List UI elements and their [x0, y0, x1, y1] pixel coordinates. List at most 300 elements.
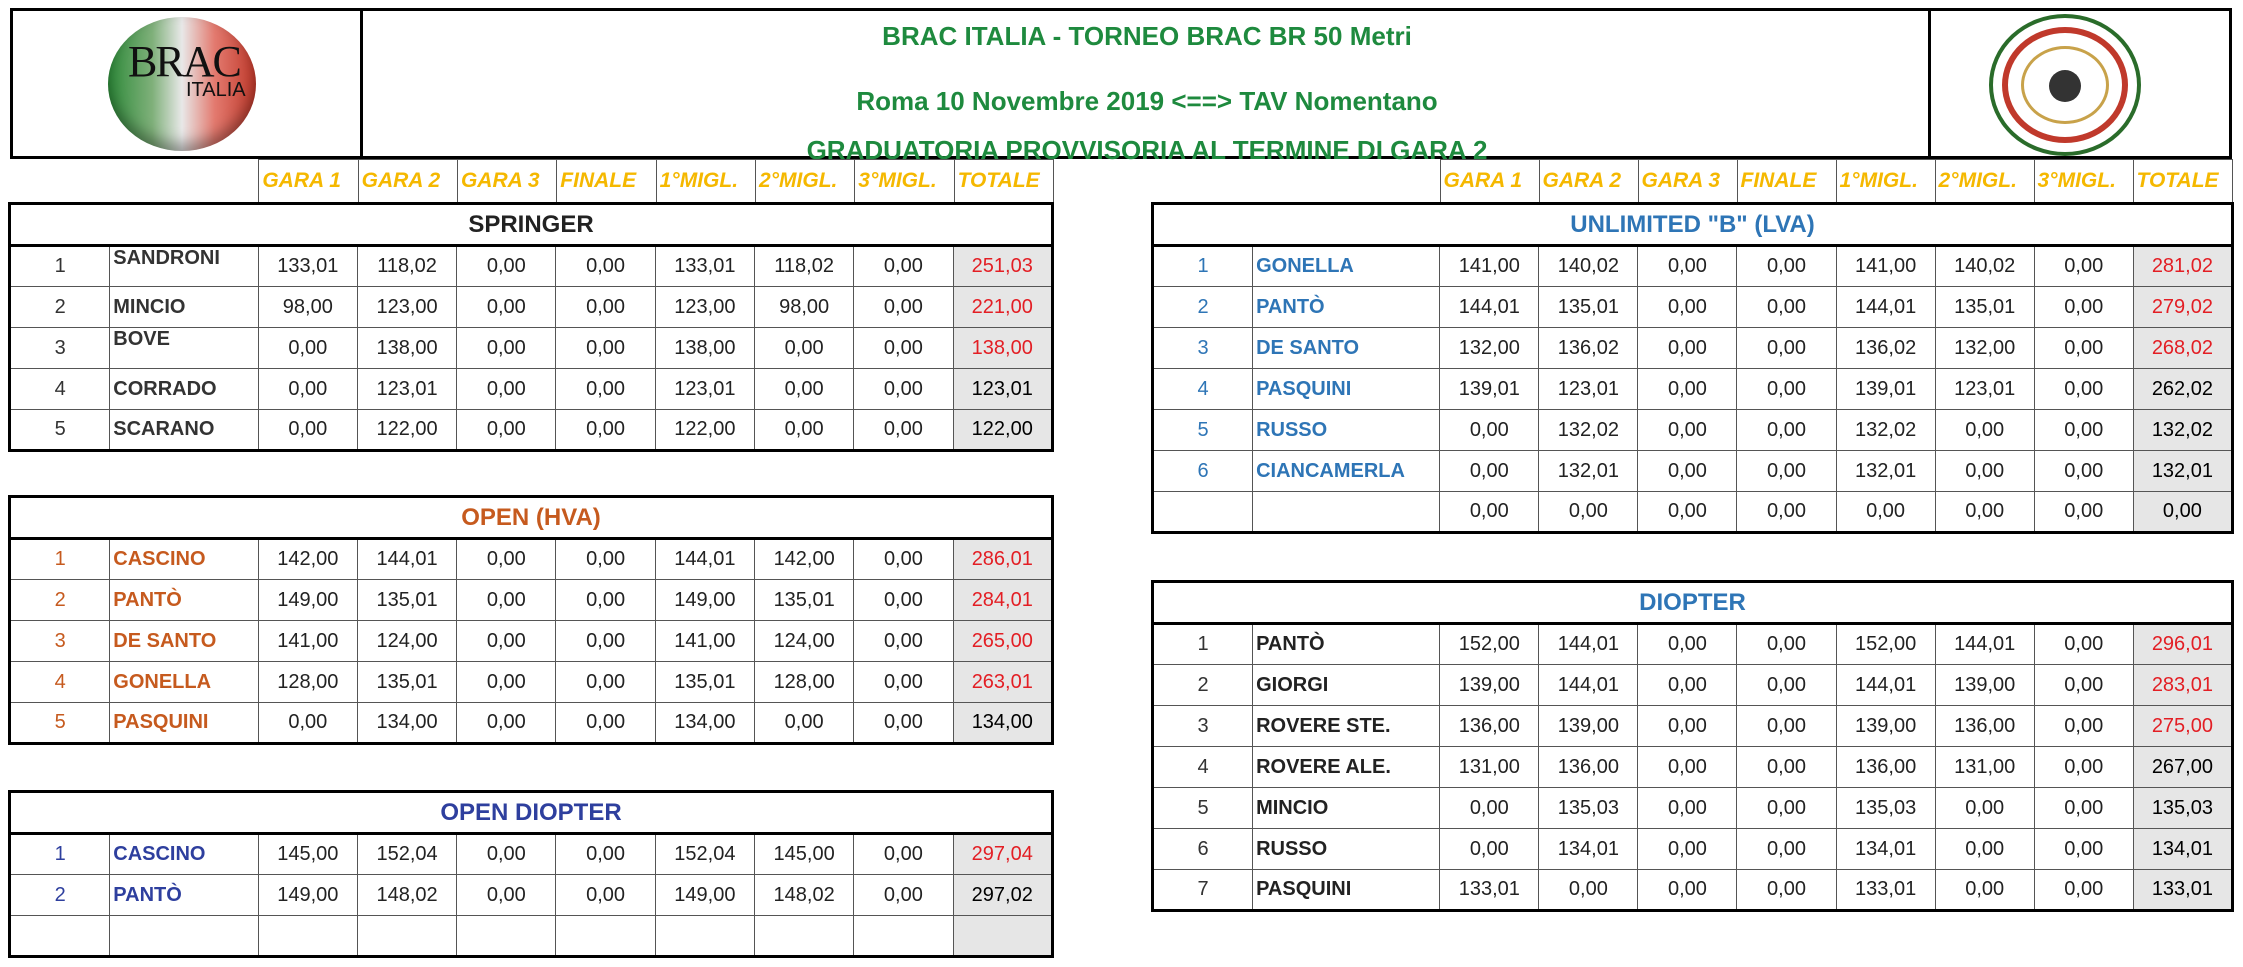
score-cell: 141,00: [655, 621, 754, 662]
total-cell: 284,01: [953, 580, 1052, 621]
rank-cell: 3: [10, 621, 110, 662]
score-cell: 0,00: [457, 580, 556, 621]
shooter-name-cell: ROVERE ALE.: [1253, 747, 1440, 788]
table-row: [10, 703, 1053, 744]
section-title: OPEN (HVA): [10, 497, 1053, 539]
total-cell: 132,02: [2133, 410, 2232, 451]
shooter-name-cell: DE SANTO: [1253, 328, 1440, 369]
score-cell: 123,01: [655, 369, 754, 410]
total-cell: 275,00: [2133, 706, 2232, 747]
score-cell: 144,01: [1836, 665, 1935, 706]
score-cell: 0,00: [1638, 369, 1737, 410]
score-cell: 122,00: [655, 410, 754, 451]
score-cell: 136,02: [1836, 328, 1935, 369]
score-cell: 118,02: [755, 246, 854, 287]
table-row: [1153, 328, 2233, 369]
rank-cell: 5: [10, 410, 110, 451]
score-cell: 132,02: [1539, 410, 1638, 451]
table-row: [1153, 706, 2233, 747]
table-row: [1153, 747, 2233, 788]
score-cell: 136,02: [1539, 328, 1638, 369]
score-cell: 142,00: [258, 539, 357, 580]
score-cell: 144,01: [1539, 665, 1638, 706]
shooter-name-cell: PANTÒ: [1253, 287, 1440, 328]
total-cell: 286,01: [953, 539, 1052, 580]
score-cell: 144,01: [655, 539, 754, 580]
score-cell: 0,00: [854, 703, 953, 744]
score-cell: 0,00: [1836, 492, 1935, 533]
score-cell: 124,00: [755, 621, 854, 662]
score-cell: 152,00: [1440, 624, 1539, 665]
shooter-name-cell: PANTÒ: [110, 580, 258, 621]
score-cell: 0,00: [854, 328, 953, 369]
score-cell: 0,00: [556, 580, 655, 621]
section-title: DIOPTER: [1153, 582, 2233, 624]
score-cell: 0,00: [2034, 788, 2133, 829]
score-cell: 134,01: [1539, 829, 1638, 870]
rank-cell: 3: [1153, 706, 1253, 747]
score-cell: 0,00: [1638, 706, 1737, 747]
rank-cell: [1153, 492, 1253, 533]
table-row: [10, 410, 1053, 451]
rank-cell: 1: [1153, 246, 1253, 287]
left-logo-box: [13, 11, 363, 156]
score-cell: 136,00: [1539, 747, 1638, 788]
score-cell: 0,00: [1638, 328, 1737, 369]
score-cell: 0,00: [854, 287, 953, 328]
score-cell: 0,00: [1737, 287, 1836, 328]
score-cell: 149,00: [655, 580, 754, 621]
score-cell: 122,00: [357, 410, 456, 451]
score-cell: 134,00: [655, 703, 754, 744]
column-header: FINALE: [1737, 160, 1836, 203]
table-row: [10, 662, 1053, 703]
rank-cell: 4: [1153, 747, 1253, 788]
score-cell: 0,00: [556, 834, 655, 875]
score-cell: 0,00: [1638, 870, 1737, 911]
column-header: TOTALE: [2133, 160, 2232, 203]
rank-cell: 5: [1153, 410, 1253, 451]
brac-italia-logo: [108, 17, 256, 151]
score-cell: 0,00: [1935, 492, 2034, 533]
shooter-name-cell: CASCINO: [110, 539, 258, 580]
score-cell: 135,01: [755, 580, 854, 621]
score-cell: 0,00: [2034, 287, 2133, 328]
rank-cell: [10, 916, 110, 957]
score-cell: 139,01: [1440, 369, 1539, 410]
score-cell: 0,00: [1539, 492, 1638, 533]
tournament-title: BRAC ITALIA - TORNEO BRAC BR 50 Metri: [882, 21, 1412, 51]
score-cell: 132,02: [1836, 410, 1935, 451]
table-row: [10, 246, 1053, 287]
table-row: [1153, 369, 2233, 410]
table-row: [1153, 246, 2233, 287]
score-cell: 0,00: [556, 621, 655, 662]
shooter-name-cell: [1253, 492, 1440, 533]
header-blank: [10, 160, 259, 203]
column-header: 3°MIGL.: [2034, 160, 2133, 203]
score-cell: 135,03: [1836, 788, 1935, 829]
score-cell: 0,00: [854, 410, 953, 451]
score-cell: 0,00: [556, 287, 655, 328]
score-cell: 0,00: [2034, 706, 2133, 747]
score-cell: 0,00: [457, 410, 556, 451]
rank-cell: 3: [10, 328, 110, 369]
score-cell: 0,00: [1638, 788, 1737, 829]
score-cell: 0,00: [556, 662, 655, 703]
table-row: [10, 580, 1053, 621]
shooter-name-cell: MINCIO: [110, 287, 258, 328]
score-cell: 0,00: [2034, 451, 2133, 492]
score-cell: 123,00: [655, 287, 754, 328]
rank-cell: 5: [10, 703, 110, 744]
score-cell: 141,00: [1836, 246, 1935, 287]
open-hva-table: [8, 495, 1054, 745]
shooter-name-cell: PASQUINI: [110, 703, 258, 744]
column-header: FINALE: [557, 160, 656, 203]
score-cell: 133,01: [1440, 870, 1539, 911]
ranking-subtitle: GRADUATORIA PROVVISORIA AL TERMINE DI GARA 2: [806, 135, 1488, 165]
score-cell: 0,00: [1935, 829, 2034, 870]
shooter-name-cell: CIANCAMERLA: [1253, 451, 1440, 492]
score-cell: 0,00: [1440, 451, 1539, 492]
score-cell: 118,02: [357, 246, 456, 287]
score-cell: 0,00: [258, 703, 357, 744]
rank-cell: 2: [10, 287, 110, 328]
brac-roma-seal-logo: [1989, 14, 2141, 156]
section-title: OPEN DIOPTER: [10, 792, 1053, 834]
rank-cell: 1: [1153, 624, 1253, 665]
score-cell: 0,00: [457, 369, 556, 410]
column-header: 2°MIGL.: [755, 160, 854, 203]
score-cell: [357, 916, 456, 957]
score-cell: [556, 916, 655, 957]
score-cell: 136,00: [1935, 706, 2034, 747]
total-cell: 263,01: [953, 662, 1052, 703]
score-cell: 0,00: [854, 246, 953, 287]
score-cell: 0,00: [1737, 706, 1836, 747]
score-cell: 134,00: [357, 703, 456, 744]
column-header: 1°MIGL.: [1836, 160, 1935, 203]
score-cell: 139,00: [1440, 665, 1539, 706]
column-header: 2°MIGL.: [1935, 160, 2034, 203]
total-cell: 267,00: [2133, 747, 2232, 788]
score-cell: 0,00: [755, 703, 854, 744]
shooter-name-cell: SCARANO: [110, 410, 258, 451]
shooter-name-cell: RUSSO: [1253, 829, 1440, 870]
score-cell: 0,00: [556, 703, 655, 744]
score-cell: 0,00: [854, 662, 953, 703]
total-cell: 297,04: [953, 834, 1052, 875]
score-cell: 144,01: [357, 539, 456, 580]
column-header: GARA 3: [1638, 160, 1737, 203]
score-cell: 0,00: [854, 875, 953, 916]
score-cell: 0,00: [1935, 788, 2034, 829]
score-cell: 128,00: [258, 662, 357, 703]
score-cell: 134,01: [1836, 829, 1935, 870]
score-cell: 0,00: [258, 328, 357, 369]
shooter-name-cell: PANTÒ: [1253, 624, 1440, 665]
total-cell: 123,01: [953, 369, 1052, 410]
score-cell: 135,01: [357, 662, 456, 703]
score-cell: 0,00: [2034, 328, 2133, 369]
total-cell: 122,00: [953, 410, 1052, 451]
score-cell: 0,00: [1638, 287, 1737, 328]
total-cell: 134,00: [953, 703, 1052, 744]
score-cell: 145,00: [258, 834, 357, 875]
rank-cell: 6: [1153, 451, 1253, 492]
total-cell: 296,01: [2133, 624, 2232, 665]
score-cell: 0,00: [1737, 829, 1836, 870]
score-cell: 0,00: [2034, 492, 2133, 533]
table-row: [1153, 451, 2233, 492]
score-cell: 144,01: [1539, 624, 1638, 665]
rank-cell: 2: [10, 875, 110, 916]
rank-cell: 6: [1153, 829, 1253, 870]
score-cell: 0,00: [1737, 665, 1836, 706]
score-cell: 0,00: [258, 410, 357, 451]
score-cell: 0,00: [1737, 246, 1836, 287]
score-cell: 141,00: [1440, 246, 1539, 287]
score-cell: [755, 916, 854, 957]
score-cell: 152,00: [1836, 624, 1935, 665]
score-cell: [854, 916, 953, 957]
score-cell: 135,01: [357, 580, 456, 621]
total-cell: 283,01: [2133, 665, 2232, 706]
score-cell: 0,00: [1440, 788, 1539, 829]
rank-cell: 4: [10, 369, 110, 410]
score-cell: 0,00: [755, 369, 854, 410]
shooter-name-cell: PANTÒ: [110, 875, 258, 916]
score-cell: 0,00: [457, 287, 556, 328]
score-cell: 132,01: [1836, 451, 1935, 492]
table-row: [10, 621, 1053, 662]
total-cell: 297,02: [953, 875, 1052, 916]
score-cell: 0,00: [457, 834, 556, 875]
table-row: [1153, 492, 2233, 533]
score-cell: 131,00: [1935, 747, 2034, 788]
logo-left-text: BRAC: [128, 37, 240, 86]
diopter-table: [1151, 580, 2234, 912]
springer-table: [8, 202, 1054, 452]
score-cell: [655, 916, 754, 957]
score-cell: 0,00: [457, 621, 556, 662]
score-cell: 136,00: [1836, 747, 1935, 788]
score-cell: 0,00: [2034, 829, 2133, 870]
score-cell: 0,00: [2034, 747, 2133, 788]
score-cell: 0,00: [1935, 451, 2034, 492]
shooter-name-cell: CORRADO: [110, 369, 258, 410]
unlimited-b-lva-table: [1151, 202, 2234, 534]
table-row: [1153, 624, 2233, 665]
column-header: GARA 2: [358, 160, 457, 203]
rank-cell: 2: [10, 580, 110, 621]
score-cell: 0,00: [1935, 410, 2034, 451]
total-cell: 221,00: [953, 287, 1052, 328]
score-cell: 135,01: [1539, 287, 1638, 328]
header-blank: [1153, 160, 1440, 203]
score-cell: 98,00: [258, 287, 357, 328]
table-row: [1153, 788, 2233, 829]
score-cell: 0,00: [1737, 410, 1836, 451]
score-cell: 132,01: [1539, 451, 1638, 492]
score-cell: 141,00: [258, 621, 357, 662]
column-header: TOTALE: [954, 160, 1053, 203]
rank-cell: 1: [10, 539, 110, 580]
shooter-name-cell: GONELLA: [1253, 246, 1440, 287]
score-cell: 0,00: [1737, 747, 1836, 788]
score-cell: 0,00: [1737, 870, 1836, 911]
score-cell: 0,00: [457, 703, 556, 744]
table-row: [10, 916, 1053, 957]
total-cell: [953, 916, 1052, 957]
score-cell: 0,00: [1638, 410, 1737, 451]
score-cell: 0,00: [1638, 451, 1737, 492]
shooter-name-cell: GIORGI: [1253, 665, 1440, 706]
shooter-name-cell: MINCIO: [1253, 788, 1440, 829]
score-cell: 0,00: [457, 246, 556, 287]
score-cell: 0,00: [854, 834, 953, 875]
section-title: UNLIMITED "B" (LVA): [1153, 204, 2233, 246]
score-cell: 0,00: [1737, 451, 1836, 492]
score-cell: 0,00: [2034, 410, 2133, 451]
score-cell: 0,00: [556, 539, 655, 580]
shooter-name-cell: PASQUINI: [1253, 870, 1440, 911]
score-cell: 148,02: [755, 875, 854, 916]
score-cell: 0,00: [457, 875, 556, 916]
score-cell: 148,02: [357, 875, 456, 916]
score-cell: 132,00: [1440, 328, 1539, 369]
total-cell: 265,00: [953, 621, 1052, 662]
score-cell: 145,00: [755, 834, 854, 875]
score-cell: 139,00: [1836, 706, 1935, 747]
score-cell: 0,00: [556, 410, 655, 451]
total-cell: 0,00: [2133, 492, 2232, 533]
shooter-name-cell: [110, 916, 258, 957]
score-cell: 138,00: [655, 328, 754, 369]
score-cell: 0,00: [1440, 829, 1539, 870]
total-cell: 268,02: [2133, 328, 2232, 369]
total-cell: 132,01: [2133, 451, 2232, 492]
shooter-name-cell: DE SANTO: [110, 621, 258, 662]
score-cell: 135,03: [1539, 788, 1638, 829]
score-cell: 139,00: [1539, 706, 1638, 747]
rank-cell: 1: [10, 246, 110, 287]
score-cell: 123,00: [357, 287, 456, 328]
score-cell: 0,00: [1638, 747, 1737, 788]
column-header: GARA 2: [1539, 160, 1638, 203]
score-cell: 152,04: [357, 834, 456, 875]
rank-cell: 3: [1153, 328, 1253, 369]
score-cell: 0,00: [556, 875, 655, 916]
column-header: GARA 1: [1440, 160, 1539, 203]
table-row: [10, 834, 1053, 875]
total-cell: 135,03: [2133, 788, 2232, 829]
score-cell: 0,00: [854, 369, 953, 410]
score-cell: 140,02: [1539, 246, 1638, 287]
score-cell: 0,00: [556, 246, 655, 287]
score-cell: 152,04: [655, 834, 754, 875]
score-cell: 0,00: [854, 621, 953, 662]
shooter-name-cell: GONELLA: [110, 662, 258, 703]
score-cell: 0,00: [1737, 624, 1836, 665]
score-cell: 139,00: [1935, 665, 2034, 706]
shooter-name-cell: RUSSO: [1253, 410, 1440, 451]
score-cell: 0,00: [755, 328, 854, 369]
score-cell: 0,00: [2034, 246, 2133, 287]
score-cell: 0,00: [1737, 369, 1836, 410]
score-cell: 149,00: [655, 875, 754, 916]
page-header: [10, 8, 2232, 165]
score-cell: 0,00: [556, 328, 655, 369]
rank-cell: 2: [1153, 665, 1253, 706]
score-cell: 0,00: [1737, 788, 1836, 829]
table-row: [1153, 287, 2233, 328]
score-cell: 0,00: [1539, 870, 1638, 911]
table-row: [10, 539, 1053, 580]
rank-cell: 5: [1153, 788, 1253, 829]
score-cell: [258, 916, 357, 957]
score-cell: 140,02: [1935, 246, 2034, 287]
score-cell: 0,00: [2034, 665, 2133, 706]
score-cell: 0,00: [1440, 410, 1539, 451]
score-cell: 133,01: [258, 246, 357, 287]
open-diopter-table: [8, 790, 1054, 958]
total-cell: 262,02: [2133, 369, 2232, 410]
table-row: [10, 328, 1053, 369]
score-cell: 142,00: [755, 539, 854, 580]
score-cell: 123,01: [1935, 369, 2034, 410]
score-cell: 0,00: [457, 539, 556, 580]
score-cell: 0,00: [854, 539, 953, 580]
column-header: GARA 1: [259, 160, 358, 203]
table-row: [10, 369, 1053, 410]
score-cell: 135,01: [655, 662, 754, 703]
score-cell: 0,00: [258, 369, 357, 410]
score-cell: 0,00: [457, 328, 556, 369]
shooter-name-cell: BOVE: [110, 328, 258, 369]
score-cell: 133,01: [655, 246, 754, 287]
score-cell: 144,01: [1440, 287, 1539, 328]
score-cell: 124,00: [357, 621, 456, 662]
score-cell: 138,00: [357, 328, 456, 369]
score-cell: 0,00: [1638, 829, 1737, 870]
score-cell: 0,00: [1638, 492, 1737, 533]
logo-left-sub: ITALIA: [186, 79, 246, 101]
section-title: SPRINGER: [10, 204, 1053, 246]
score-cell: 135,01: [1935, 287, 2034, 328]
rank-cell: 4: [1153, 369, 1253, 410]
table-row: [10, 875, 1053, 916]
table-row: [10, 287, 1053, 328]
score-cell: 0,00: [1440, 492, 1539, 533]
total-cell: 251,03: [953, 246, 1052, 287]
score-cell: 136,00: [1440, 706, 1539, 747]
score-cell: 0,00: [1737, 492, 1836, 533]
total-cell: 281,02: [2133, 246, 2232, 287]
total-cell: 279,02: [2133, 287, 2232, 328]
score-cell: [457, 916, 556, 957]
score-cell: 149,00: [258, 580, 357, 621]
score-cell: 0,00: [755, 410, 854, 451]
column-header: 1°MIGL.: [656, 160, 755, 203]
shooter-name-cell: SANDRONI: [110, 246, 258, 287]
shooter-name-cell: PASQUINI: [1253, 369, 1440, 410]
table-row: [1153, 665, 2233, 706]
total-cell: 134,01: [2133, 829, 2232, 870]
score-cell: 0,00: [1638, 624, 1737, 665]
score-cell: 133,01: [1836, 870, 1935, 911]
